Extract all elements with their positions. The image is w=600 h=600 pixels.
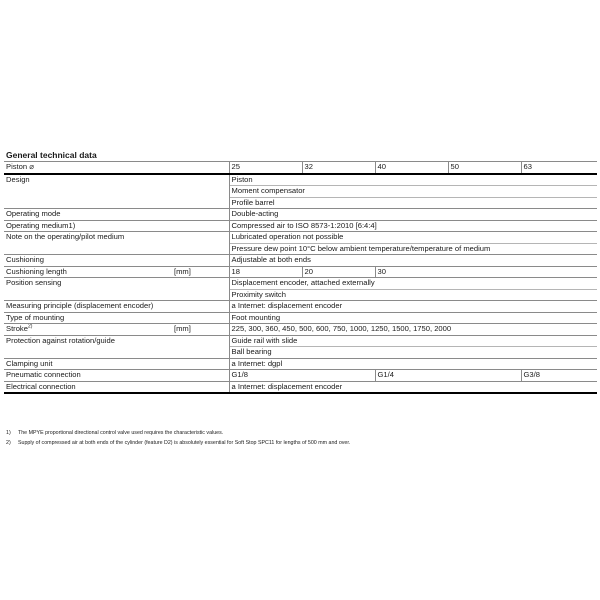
cushioning-length-label: Cushioning length <box>4 266 174 278</box>
note-medium-label: Note on the operating/pilot medium <box>4 232 229 244</box>
stroke-unit: [mm] <box>174 324 229 336</box>
piston-size-50: 50 <box>448 162 521 174</box>
stroke-label: Stroke <box>6 324 28 333</box>
mounting-value: Foot mounting <box>229 312 597 324</box>
footnote-2 <box>4 438 597 448</box>
piston-row <box>4 162 597 174</box>
table-row <box>4 266 597 278</box>
cushioning-label: Cushioning <box>4 255 229 267</box>
table-row <box>4 358 597 370</box>
measuring-principle-label: Measuring principle (displacement encoder) <box>4 301 229 313</box>
clamping-value: a Internet: dgpl <box>229 358 597 370</box>
table-row <box>4 232 597 244</box>
electrical-value: a Internet: displacement encoder <box>229 381 597 393</box>
pneumatic-label: Pneumatic connection <box>4 370 229 382</box>
piston-size-32: 32 <box>302 162 375 174</box>
operating-medium-value: Compressed air to ISO 8573-1:2010 [6:4:4] <box>229 220 597 232</box>
piston-size-40: 40 <box>375 162 448 174</box>
piston-size-63: 63 <box>521 162 597 174</box>
technical-data-section <box>4 150 597 394</box>
piston-size-25: 25 <box>229 162 302 174</box>
note-medium-value-2: Pressure dew point 10°C below ambient temperature/temperature of medium <box>229 243 597 255</box>
electrical-label: Electrical connection <box>4 381 229 393</box>
protection-value-1: Guide rail with slide <box>229 335 597 347</box>
table-row <box>4 220 597 232</box>
table-row <box>4 209 597 221</box>
operating-mode-value: Double-acting <box>229 209 597 221</box>
footnote-2-number: 2) <box>6 440 11 446</box>
table-row <box>4 312 597 324</box>
position-sensing-value-2: Proximity switch <box>229 289 597 301</box>
note-medium-value-1: Lubricated operation not possible <box>229 232 597 244</box>
table-row <box>4 324 597 336</box>
table-row <box>4 255 597 267</box>
table-row <box>4 278 597 290</box>
operating-medium-label: Operating medium1) <box>4 220 229 232</box>
section-title: General technical data <box>6 150 97 160</box>
footnote-1 <box>4 428 597 438</box>
technical-data-table <box>4 161 597 394</box>
pneumatic-value-g18: G1/8 <box>229 370 375 382</box>
stroke-footnote-ref: 2) <box>27 323 33 330</box>
stroke-value: 225, 300, 360, 450, 500, 600, 750, 1000, 1250, 1500, 1750, 2000 <box>229 324 597 336</box>
design-value-profile: Profile barrel <box>229 197 597 209</box>
table-row <box>4 381 597 393</box>
design-value-moment: Moment compensator <box>229 186 597 198</box>
operating-mode-label: Operating mode <box>4 209 229 221</box>
table-row <box>4 186 597 198</box>
position-sensing-label: Position sensing <box>4 278 229 290</box>
table-row <box>4 197 597 209</box>
measuring-principle-value: a Internet: displacement encoder <box>229 301 597 313</box>
cushioning-length-18: 18 <box>229 266 302 278</box>
piston-label: Piston ⌀ <box>4 162 229 174</box>
table-row <box>4 347 597 359</box>
clamping-label: Clamping unit <box>4 358 229 370</box>
footnote-1-text: The MPYE proportional directional control valve used requires the characteristic values. <box>18 430 224 436</box>
table-row <box>4 370 597 382</box>
position-sensing-value-1: Displacement encoder, attached externally <box>229 278 597 290</box>
design-value-piston: Piston <box>229 174 597 186</box>
cushioning-length-unit: [mm] <box>174 266 229 278</box>
footnote-2-text: Supply of compressed air at both ends of the cylinder (feature D2) is absolutely essential for Soft Stop SPC11 for lengths of 500 mm and over. <box>18 440 351 446</box>
pneumatic-value-g14: G1/4 <box>375 370 521 382</box>
mounting-label: Type of mounting <box>4 312 229 324</box>
cushioning-length-20: 20 <box>302 266 375 278</box>
table-row <box>4 335 597 347</box>
table-row <box>4 243 597 255</box>
footnotes <box>4 428 597 448</box>
pneumatic-value-g38: G3/8 <box>521 370 597 382</box>
footnote-1-number: 1) <box>6 430 11 436</box>
cushioning-value: Adjustable at both ends <box>229 255 597 267</box>
protection-value-2: Ball bearing <box>229 347 597 359</box>
stroke-label-cell <box>4 324 174 336</box>
design-label: Design <box>4 174 229 186</box>
protection-label: Protection against rotation/guide <box>4 335 229 347</box>
cushioning-length-30: 30 <box>375 266 597 278</box>
table-row <box>4 301 597 313</box>
table-row <box>4 289 597 301</box>
table-row <box>4 174 597 186</box>
